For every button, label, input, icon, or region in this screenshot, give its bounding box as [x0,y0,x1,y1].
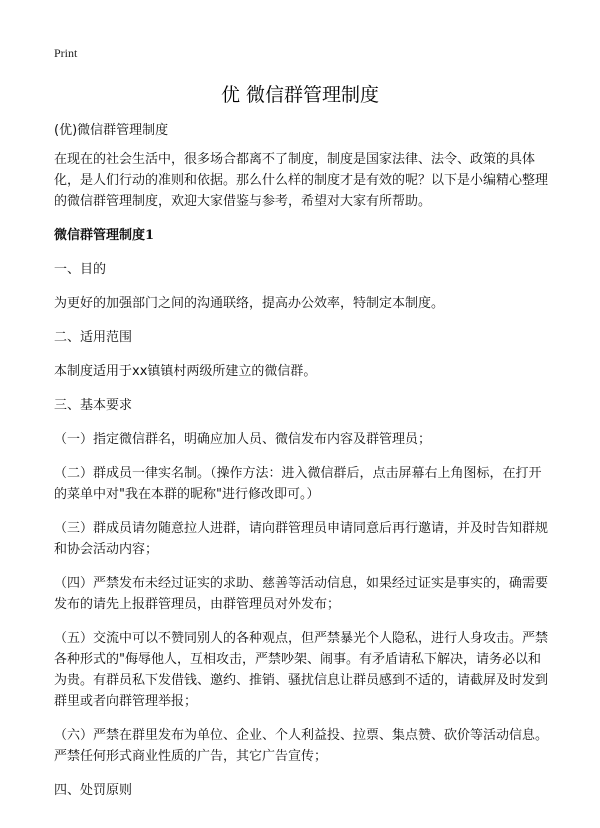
document-subtitle: (优)微信群管理制度 [54,123,169,138]
requirement-1: （一）指定微信群名，明确应加人员、微信发布内容及群管理员； [54,432,432,447]
requirement-5: （五）交流中可以不赞同别人的各种观点，但严禁暴光个人隐私，进行人身攻击。严禁各种形式的"侮辱他人，互相攻击，严禁吵架、闹事。有矛盾请私下解决，请务必以和为贵。有群员私下发借钱、邀约、推销、骚扰信息让群员感到不适的，请截屏及时发到群里或者向群管理举报； [54,631,549,709]
paragraph-purpose: 为更好的加强部门之间的沟通联络，提高办公效率，特制定本制度。 [54,296,445,311]
document-title: 优 微信群管理制度 [220,84,380,106]
heading-penalty: 四、处罚原则 [54,783,133,798]
requirement-2: （二）群成员一律实名制。（操作方法：进入微信群后，点击屏幕右上角图标，在打开的菜单中对"我在本群的昵称"进行修改即可。） [54,466,542,502]
requirement-6: （六）严禁在群里发布为单位、企业、个人利益投、拉票、集点赞、砍价等活动信息。严禁任何形式商业性质的广告，其它广告宣传； [54,728,549,764]
document-body [54,120,550,801]
section-heading: 微信群管理制度1 [54,228,155,243]
print-label: Print [54,46,78,60]
paragraph-scope: 本制度适用于xx镇镇村两级所建立的微信群。 [54,364,317,379]
requirement-3: （三）群成员请勿随意拉人进群，请向群管理员申请同意后再行邀请，并及时告知群规和协会活动内容； [54,521,549,557]
heading-purpose: 一、目的 [54,262,107,277]
heading-scope: 二、适用范围 [54,330,133,345]
requirement-4: （四）严禁发布未经过证实的求助、慈善等活动信息，如果经过证实是事实的，确需要发布的请先上报群管理员，由群管理员对外发布； [54,576,549,612]
heading-requirements: 三、基本要求 [54,398,133,413]
intro-paragraph: 在现在的社会生活中，很多场合都离不了制度，制度是国家法律、法令、政策的具体化，是人们行动的准则和依据。那么什么样的制度才是有效的呢？以下是小编精心整理的微信群管理制度，欢迎大家借鉴与参考，希望对大家有所帮助。 [54,152,549,209]
